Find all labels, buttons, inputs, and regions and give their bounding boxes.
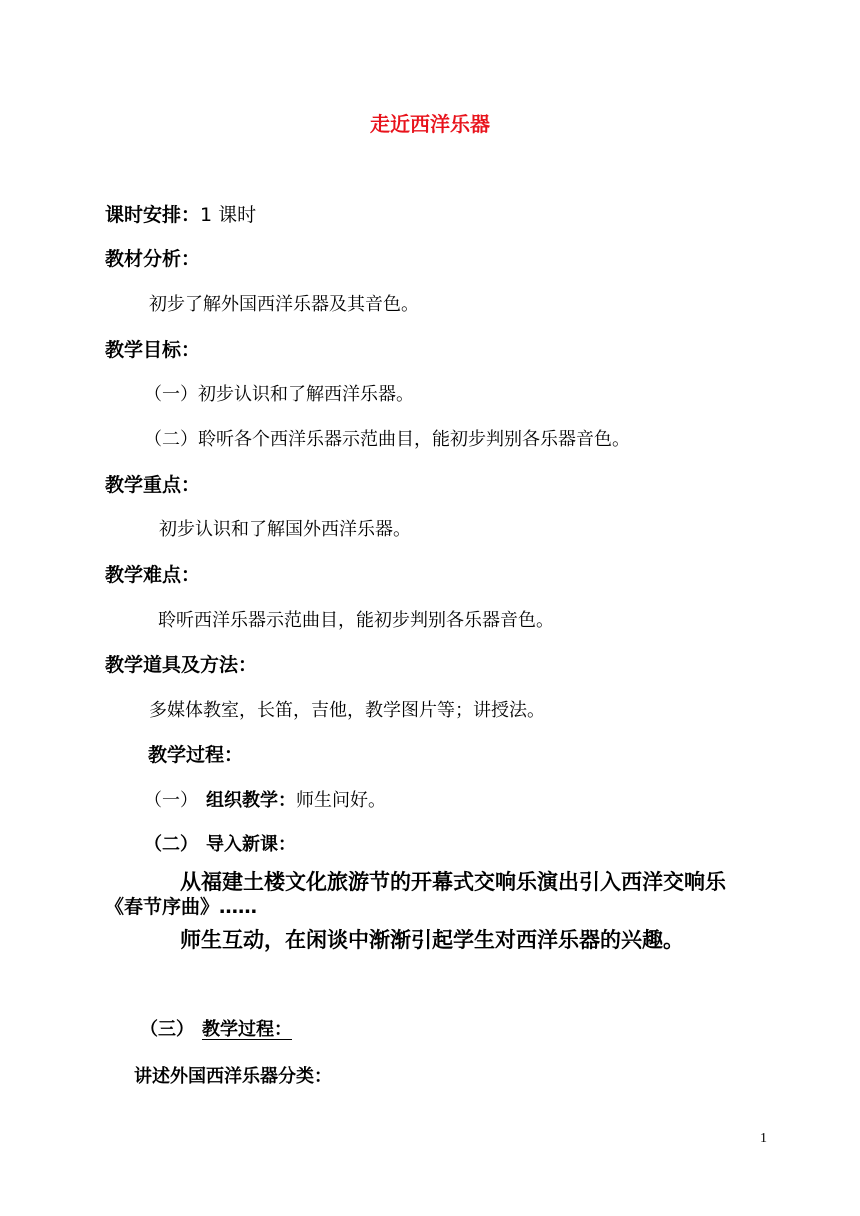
step-2-label: 导入新课：: [206, 834, 296, 855]
step-3-number: （三）: [140, 1019, 194, 1040]
difficulties-heading: 教学难点：: [105, 564, 201, 586]
step-1-text: 师生问好。: [296, 790, 386, 811]
step-2-number: （二）: [144, 834, 198, 855]
material-analysis-heading: 教材分析：: [105, 248, 201, 270]
step-1-number: （一）: [144, 790, 198, 811]
tools-text: 多媒体教室，长笛，吉他，教学图片等；讲授法。: [149, 700, 545, 721]
process-heading: 教学过程：: [148, 744, 244, 766]
process-step-2: [144, 836, 296, 854]
schedule-value: 1 课时: [200, 204, 257, 226]
classification-text: 讲述外国西洋乐器分类：: [134, 1066, 332, 1087]
difficulties-text: 聆听西洋乐器示范曲目，能初步判别各乐器音色。: [158, 610, 554, 631]
intro-line-3: 师生互动，在闲谈中渐渐引起学生对西洋乐器的兴趣。: [180, 928, 684, 952]
objectives-heading: 教学目标：: [105, 339, 201, 361]
key-points-text: 初步认识和了解国外西洋乐器。: [159, 519, 411, 540]
key-points-heading: 教学重点：: [105, 474, 201, 496]
process-step-1: [144, 792, 386, 810]
document-title: 走近西洋乐器: [370, 112, 490, 136]
objective-item-1: （一）初步认识和了解西洋乐器。: [144, 384, 414, 405]
material-analysis-text: 初步了解外国西洋乐器及其音色。: [149, 294, 419, 315]
intro-line-1: 从福建土楼文化旅游节的开幕式交响乐演出引入西洋交响乐: [180, 870, 726, 894]
process-step-3: [140, 1021, 292, 1039]
step-3-label: 教学过程：: [202, 1019, 292, 1040]
schedule-label: 课时安排：: [105, 204, 201, 226]
intro-line-2: 《春节序曲》……: [105, 896, 258, 918]
schedule-line: [105, 206, 256, 225]
step-1-label: 组织教学：: [206, 790, 296, 811]
objective-item-2: （二）聆听各个西洋乐器示范曲目，能初步判别各乐器音色。: [144, 429, 630, 450]
tools-heading: 教学道具及方法：: [105, 654, 258, 676]
page-number: 1: [760, 1131, 767, 1146]
